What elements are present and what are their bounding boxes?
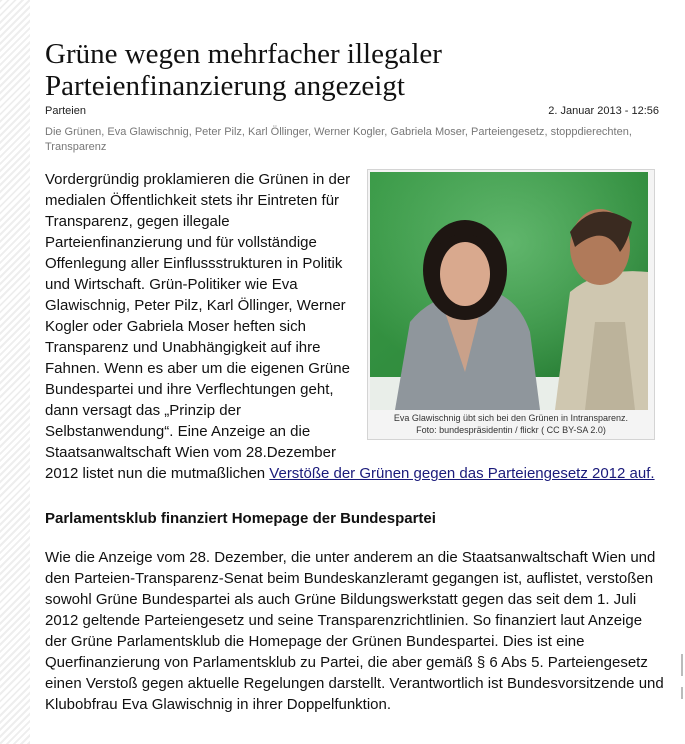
- subheading: Parlamentsklub finanziert Homepage der Bundespartei: [45, 510, 436, 527]
- tag-list: [45, 125, 645, 155]
- intro-text: Vordergründig proklamieren die Grünen in der medialen Öffentlichkeit stets ihr Eintreten für Transparenz, gegen illegale Parteienfinanzierung und für vollständige Offenlegung aller Einflussstrukturen in Politik und Wirtschaft. Grün-Politiker wie Eva Glawischnig, Peter Pilz, Karl Öllinger, Werner Kogler oder Gabriela Moser heften sich Transparenz und Unabhängigkeit auf ihre Fahnen. Wenn es aber um die eigenen Grüne Bundespartei und ihre Verflechtungen geht, dann versagt das „Prinzip der Selbstanwendung“. Eine Anzeige an die Staatsanwaltschaft Wien vom 28.Dezember 2012 listet nun die mutmaßlichen: [45, 171, 351, 482]
- tag-link[interactable]: Werner Kogler: [314, 126, 385, 138]
- tag-separator: ,: [101, 126, 108, 138]
- scroll-marker: [681, 654, 683, 676]
- tag-link[interactable]: Peter Pilz: [194, 126, 242, 138]
- tag-link[interactable]: stoppdierechten: [550, 126, 629, 138]
- article-meta: [45, 105, 665, 121]
- tag-link[interactable]: Die Grünen: [45, 126, 102, 138]
- scroll-marker-2: [681, 687, 683, 699]
- article-body: [45, 169, 665, 715]
- tag-link[interactable]: Gabriela Moser: [390, 126, 465, 138]
- tag-separator: ,: [188, 126, 195, 138]
- title-line-1: Grüne wegen mehrfacher illegaler: [45, 38, 442, 70]
- image-caption: [370, 412, 652, 436]
- tag-link[interactable]: Karl Öllinger: [248, 126, 308, 138]
- tag-separator: ,: [241, 126, 249, 138]
- category-label[interactable]: Parteien: [45, 105, 86, 117]
- tag-link[interactable]: Parteiengesetz: [471, 126, 545, 138]
- article-photo: [370, 172, 648, 410]
- intro-link[interactable]: Verstöße der Grünen gegen das Parteiengesetz 2012 auf.: [269, 465, 655, 482]
- tag-separator: ,: [307, 126, 315, 138]
- article-container: [45, 38, 665, 715]
- tag-link[interactable]: Eva Glawischnig: [107, 126, 189, 138]
- tag-link[interactable]: Transparenz: [45, 141, 107, 153]
- publish-date: 2. Januar 2013 - 12:56: [548, 105, 659, 117]
- caption-line-2: Foto: bundespräsidentin / flickr ( CC BY-SA 2.0): [416, 425, 606, 435]
- body-paragraph-2: Wie die Anzeige vom 28. Dezember, die unter anderem an die Staatsanwaltschaft Wien und den Parteien-Transparenz-Senat beim Bundeskanzleramt gegangen ist, auflistet, verstoßen sowohl Grüne Bundespartei als auch Grüne Bildungswerkstatt gegen das seit dem 1. Juli 2012 geltende Parteiengesetz und seine Transparenzrichtlinien. So finanziert laut Anzeige der Grüne Parlamentsklub die Homepage der Grünen Bundespartei. Dies ist eine Querfinanzierung von Parlamentsklub zu Partei, die aber gemäß § 6 Abs 5. Parteiengesetz einen Verstoß gegen aktuelle Regelungen darstellt. Verantwortlich ist Bundesvorsitzende und Klubobfrau Eva Glawischnig in ihrer Doppelfunktion.: [45, 549, 664, 713]
- tag-separator: ,: [628, 126, 632, 138]
- tag-separator: ,: [384, 126, 391, 138]
- article-figure: [367, 169, 655, 440]
- page-side-border: [0, 0, 30, 744]
- caption-line-1: Eva Glawischnig übt sich bei den Grünen in Intransparenz.: [393, 413, 629, 423]
- title-line-2: Parteienfinanzierung angezeigt: [45, 70, 405, 102]
- tag-separator: ,: [544, 126, 551, 138]
- article-title: [45, 38, 665, 102]
- tag-separator: ,: [464, 126, 472, 138]
